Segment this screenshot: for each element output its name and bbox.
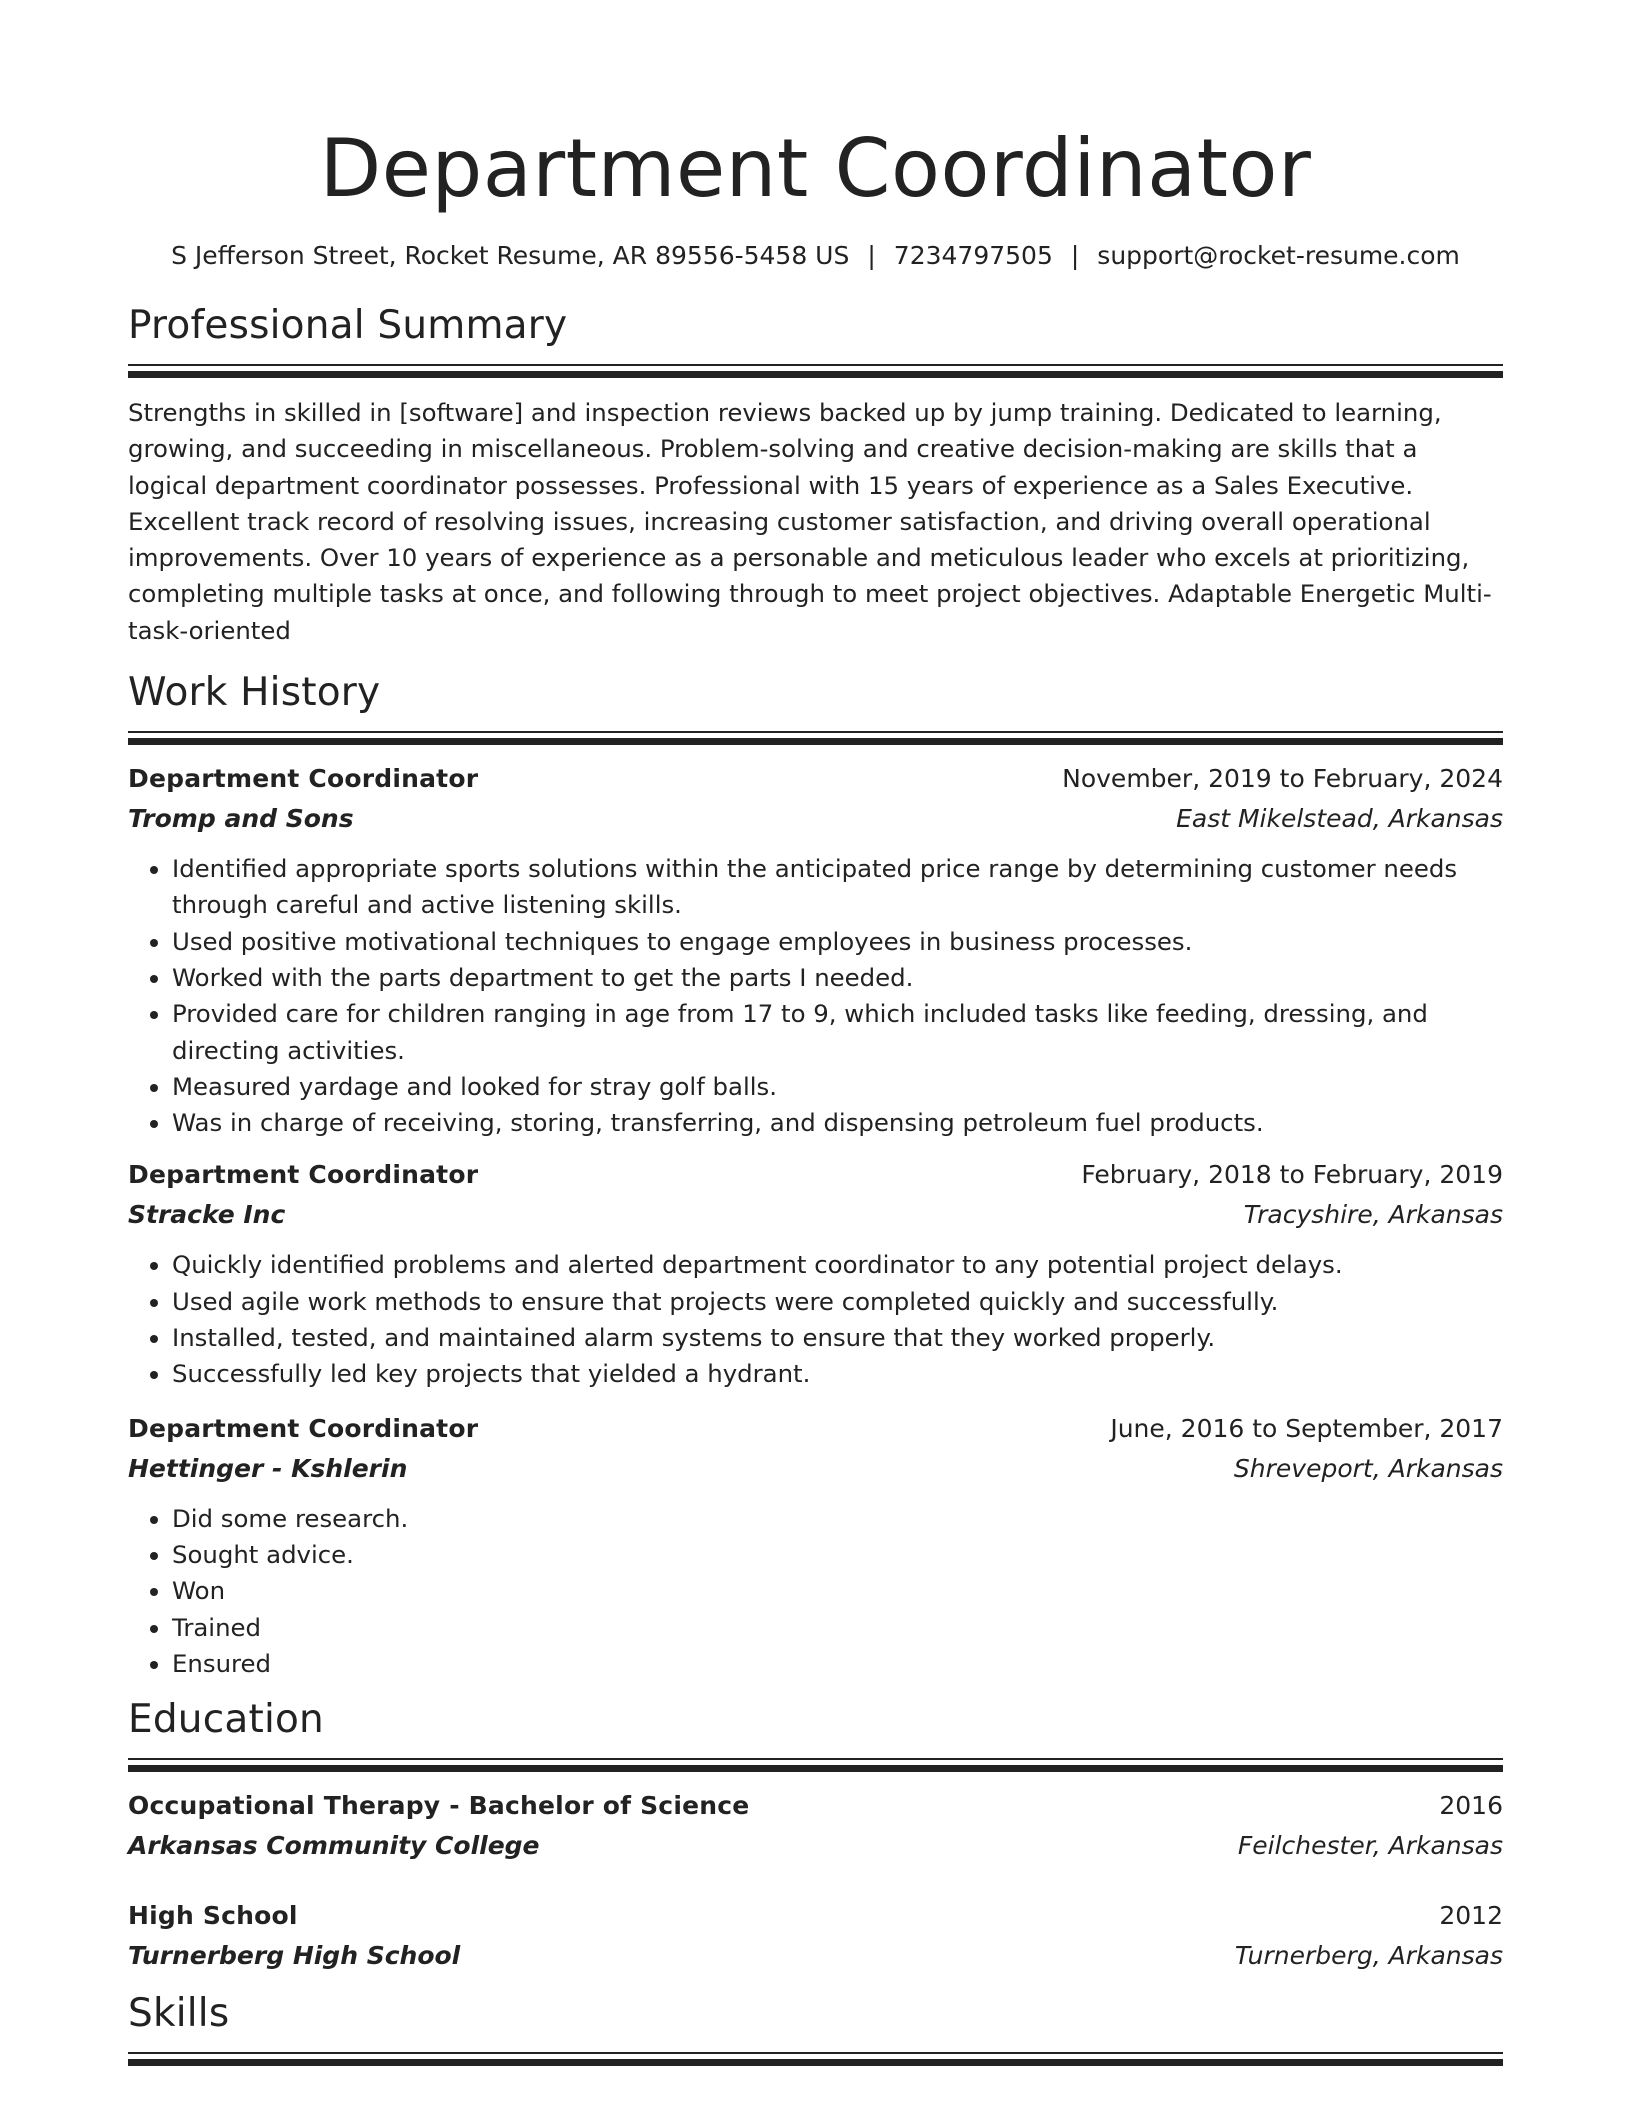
job-bullet: • Used agile work methods to ensure that projects were completed quickly and successfully. [172,1284,1503,1320]
education-degree: High School [128,1901,298,1931]
job-bullet: • Installed, tested, and maintained alarm systems to ensure that they worked properly. [172,1320,1503,1356]
education-section [128,1696,1503,1976]
education-year: 2016 [1439,1791,1503,1821]
education-location: Feilchester, Arkansas [1237,1831,1503,1861]
section-title-work-history: Work History [128,670,381,716]
section-divider [128,731,1503,733]
section-divider [128,2052,1503,2054]
job-entry [128,1409,1503,1682]
section-divider-thick [128,738,1503,745]
job-bullet: • Identified appropriate sports solutions within the anticipated price range by determining customer needs through careful and active listening skills. [172,851,1503,924]
contact-separator: | [1070,241,1080,270]
section-divider-thick [128,2059,1503,2066]
education-location: Turnerberg, Arkansas [1234,1941,1503,1971]
job-employer: Stracke Inc [128,1200,286,1230]
job-bullets [128,1247,1503,1392]
education-header-row [128,1896,1503,1936]
job-bullet: • Sought advice. [172,1537,1503,1573]
job-title: Department Coordinator [128,1160,479,1190]
section-divider-thick [128,371,1503,378]
contact-address: S Jefferson Street, Rocket Resume, AR 89556-5458 US [171,241,850,270]
job-bullets [128,851,1503,1141]
job-bullets [128,1501,1503,1682]
job-header-row [128,1409,1503,1449]
education-school-row [128,1826,1503,1866]
work-history-section [128,669,1503,1682]
job-title: Department Coordinator [128,1413,479,1443]
summary-section [128,302,1503,649]
job-location: Shreveport, Arkansas [1233,1453,1503,1483]
job-location: East Mikelstead, Arkansas [1176,804,1503,834]
section-divider-thick [128,1765,1503,1772]
job-employer-row [128,1449,1503,1489]
job-bullet: • Trained [172,1610,1503,1646]
contact-line [128,240,1503,272]
job-bullet: • Won [172,1573,1503,1609]
education-degree: Occupational Therapy - Bachelor of Science [128,1791,750,1821]
job-employer: Hettinger - Kshlerin [128,1453,408,1483]
job-bullet: • Used positive motivational techniques to engage employees in business processes. [172,924,1503,960]
education-school-row [128,1936,1503,1976]
job-dates: November, 2019 to February, 2024 [1062,764,1503,794]
resume-header [128,118,1503,272]
education-school: Turnerberg High School [128,1941,461,1971]
contact-separator: | [867,241,876,270]
summary-text: Strengths in skilled in [software] and inspection reviews backed up by jump training. Dedicated to learning, growing, and succeeding in miscellaneous. Problem-solving and creative decision-making are skills that a logical department coordinator possesses. Professional with 15 years of experience as a Sales Executive. Excellent track record of resolving issues, increasing customer satisfaction, and driving overall operational improvements. Over 10 years of experience as a personable and meticulous leader who excels at prioritizing, completing multiple tasks at once, and following through to meet project objectives. Adaptable Energetic Multi-task-oriented [128,398,1492,645]
job-bullet: • Was in charge of receiving, storing, transferring, and dispensing petroleum fuel products. [172,1105,1503,1141]
skills-section [128,1990,1503,2066]
job-employer-row [128,799,1503,839]
section-divider [128,364,1503,366]
contact-phone[interactable]: 7234797505 [893,241,1053,270]
education-entry [128,1786,1503,1866]
job-bullet: • Worked with the parts department to get the parts I needed. [172,960,1503,996]
resume-page [128,0,1503,2066]
section-title-summary: Professional Summary [128,303,568,348]
education-school: Arkansas Community College [128,1831,540,1861]
job-header-row [128,1155,1503,1195]
section-divider [128,1758,1503,1760]
contact-email[interactable]: support@rocket-resume.com [1097,241,1460,270]
job-title: Department Coordinator [128,764,479,794]
education-header-row [128,1786,1503,1826]
job-entry [128,1155,1503,1392]
job-dates: June, 2016 to September, 2017 [1110,1413,1503,1443]
job-location: Tracyshire, Arkansas [1243,1200,1503,1230]
job-bullet: • Did some research. [172,1501,1503,1537]
job-bullet: • Quickly identified problems and alerted department coordinator to any potential project delays. [172,1247,1503,1283]
section-title-education: Education [128,1697,324,1743]
job-bullet: • Successfully led key projects that yielded a hydrant. [172,1356,1503,1392]
job-bullet: • Provided care for children ranging in age from 17 to 9, which included tasks like feeding, dressing, and directing activities. [172,996,1503,1069]
job-employer: Tromp and Sons [128,804,354,834]
job-entry [128,759,1503,1141]
job-bullet: • Measured yardage and looked for stray golf balls. [172,1069,1503,1105]
job-bullet: • Ensured [172,1646,1503,1682]
job-header-row [128,759,1503,799]
section-title-skills: Skills [128,1991,230,2037]
education-year: 2012 [1439,1901,1503,1931]
job-employer-row [128,1195,1503,1235]
job-dates: February, 2018 to February, 2019 [1081,1160,1503,1190]
education-entry [128,1896,1503,1976]
candidate-name: Department Coordinator [319,122,1312,215]
